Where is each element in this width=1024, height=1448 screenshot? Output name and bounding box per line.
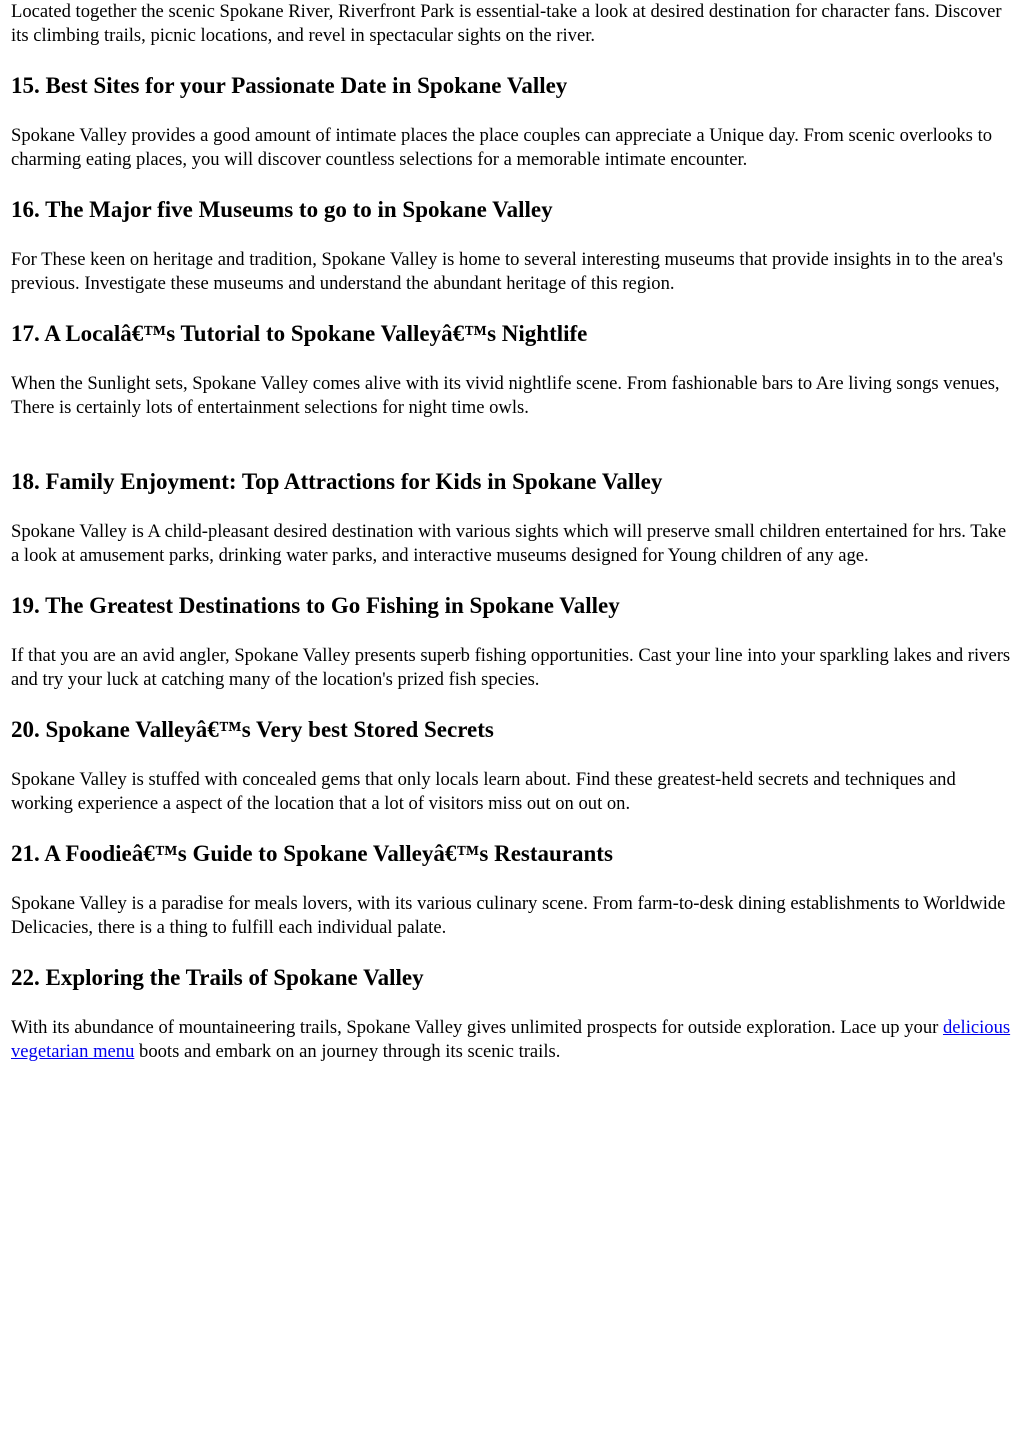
paragraph-text-before-link: With its abundance of mountaineering trails, Spokane Valley gives unlimited prospects for outside exploration. Lace up your <box>11 1017 943 1038</box>
section-paragraph: If that you are an avid angler, Spokane Valley presents superb fishing opportunities. Cast your line into your sparkling lakes and rivers and try your luck at catching many of the location's prized fish species. <box>11 645 1011 690</box>
section-heading: 18. Family Enjoyment: Top Attractions for Kids in Spokane Valley <box>11 469 663 494</box>
section-heading: 19. The Greatest Destinations to Go Fishing in Spokane Valley <box>11 593 620 618</box>
section-16 <box>11 196 1013 295</box>
section-heading: 17. A Localâ€™s Tutorial to Spokane Valleyâ€™s Nightlife <box>11 321 588 346</box>
section-paragraph: Spokane Valley provides a good amount of intimate places the place couples can appreciate a Unique day. From scenic overlooks to charming eating places, you will discover countless selections for a memorable intimate encounter. <box>11 125 993 170</box>
section-15 <box>11 72 1013 171</box>
paragraph-text-after-link: boots and embark on an journey through its scenic trails. <box>134 1040 561 1062</box>
section-paragraph: When the Sunlight sets, Spokane Valley comes alive with its vivid nightlife scene. From fashionable bars to Are living songs venues, There is certainly lots of entertainment selections for night time owls. <box>11 373 1000 418</box>
section-21 <box>11 840 1013 939</box>
intro-paragraph: Located together the scenic Spokane River, Riverfront Park is essential-take a look at desired destination for character fans. Discover its climbing trails, picnic locations, and revel in spectacular sights on the river. <box>11 1 1002 46</box>
section-heading: 16. The Major five Museums to go to in Spokane Valley <box>11 197 553 222</box>
section-paragraph: For These keen on heritage and tradition, Spokane Valley is home to several interesting museums that provide insights in to the area's previous. Investigate these museums and understand the abundant heritage of this region. <box>11 249 1004 294</box>
section-heading: 20. Spokane Valleyâ€™s Very best Stored Secrets <box>11 717 494 742</box>
section-18 <box>11 468 1013 567</box>
section-19 <box>11 592 1013 691</box>
section-20 <box>11 716 1013 815</box>
section-paragraph: Spokane Valley is A child-pleasant desired destination with various sights which will preserve small children entertained for hrs. Take a look at amusement parks, drinking water parks, and interactive museums designed for Young children of any age. <box>11 521 1007 566</box>
section-heading: 22. Exploring the Trails of Spokane Valley <box>11 965 424 990</box>
section-paragraph: Spokane Valley is a paradise for meals lovers, with its various culinary scene. From farm-to-desk dining establishments to Worldwide Delicacies, there is a thing to fulfill each individual palate. <box>11 893 1006 938</box>
vegetarian-menu-link[interactable]: delicious vegetarian menu <box>11 1017 1011 1062</box>
section-heading: 21. A Foodieâ€™s Guide to Spokane Valleyâ€™s Restaurants <box>11 841 613 866</box>
section-heading: 15. Best Sites for your Passionate Date in Spokane Valley <box>11 73 568 98</box>
section-22 <box>11 964 1013 1063</box>
section-paragraph <box>11 1016 1013 1063</box>
section-paragraph: Spokane Valley is stuffed with concealed gems that only locals learn about. Find these greatest-held secrets and techniques and working experience a aspect of the location that a lot of visitors miss out on out on. <box>11 769 956 814</box>
section-17 <box>11 320 1013 419</box>
